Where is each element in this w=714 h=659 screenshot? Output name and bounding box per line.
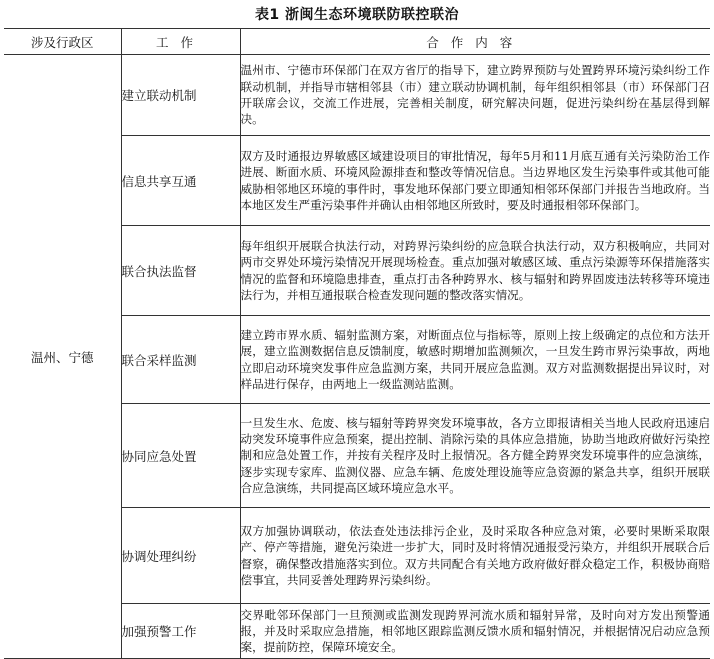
content-cell: 双方及时通报边界敏感区域建设项目的审批情况，每年5月和11月底互通有关污染防治工作进展、断面水质、环境风险源排查和整改等情况信息。当边界地区发生污染事件或其他可能威胁相邻地区环境的事件时，事发地环保部门要立即通知相邻环保部门并报告当地政府。当本地区发生严重污染事件并确认由相邻地区所致时，要及时通报相邻环保部门。: [240, 136, 710, 226]
work-cell: 信息共享互通: [121, 136, 240, 226]
work-cell: 协调处理纠纷: [121, 508, 240, 604]
header-content: 合作内容: [240, 29, 710, 55]
content-cell: 交界毗邻环保部门一旦预测或监测发现跨界河流水质和辐射异常，及时向对方发出预警通报，并及时采取应急措施，相邻地区跟踪监测反馈水质和辐射情况，并根据情况启动应急预案，提前防控，保障环境安全。: [240, 604, 710, 659]
header-region: 涉及行政区: [4, 29, 121, 55]
header-row: [4, 29, 710, 55]
work-cell: 协同应急处置: [121, 404, 240, 508]
work-cell: 联合执法监督: [121, 226, 240, 316]
content-cell: 建立跨市界水质、辐射监测方案，对断面点位与指标等，原则上按上级确定的点位和方法开展，建立监测数据信息反馈制度，敏感时期增加监测频次，一旦发生跨市界污染事故，两地立即启动环境突发事件应急监测方案，共同开展应急监测。双方对监测数据提出异议时，对样品进行保存，由两地上一级监测站监测。: [240, 316, 710, 404]
work-cell: 联合采样监测: [121, 316, 240, 404]
content-cell: 双方加强协调联动，依法查处违法排污企业，及时采取各种应急对策，必要时果断采取限产、停产等措施，避免污染进一步扩大，同时及时将情况通报受污染方，并组织开展联合后督察，确保整改措施落实到位。双方共同配合有关地方政府做好群众稳定工作，积极协商赔偿事宜，共同妥善处理跨界污染纠纷。: [240, 508, 710, 604]
table-row: [4, 55, 710, 136]
content-cell: 一旦发生水、危废、核与辐射等跨界突发环境事故，各方立即报请相关当地人民政府迅速启动突发环境事件应急预案，提出控制、消除污染的具体应急措施，协助当地政府做好污染控制和应急处置工作，并按有关程序及时上报情况。各方健全跨界突发环境事件的应急演练，逐步实现专家库、监测仪器、应急车辆、危废处理设施等应急资源的紧急共享，组织开展联合应急演练，共同提高区域环境应急水平。: [240, 404, 710, 508]
content-cell: 温州市、宁德市环保部门在双方省厅的指导下，建立跨界预防与处置跨界环境污染纠纷工作联动机制，并指导市辖相邻县（市）建立联动协调机制，每年组织相邻县（市）环保部门召开联席会议，交流工作进展，完善相关制度，研究解决问题，促进污染纠纷在基层得到解决。: [240, 55, 710, 136]
work-cell: 建立联动机制: [121, 55, 240, 136]
region-cell: 温州、宁德: [4, 55, 121, 659]
content-cell: 每年组织开展联合执法行动，对跨界污染纠纷的应急联合执法行动，双方积极响应，共同对两市交界处环境污染情况开展现场检查。重点加强对敏感区域、重点污染源等环保措施落实情况的监督和环境隐患排查，重点打击各种跨界水、核与辐射和跨界固废违法转移等环境违法行为，并相互通报联合检查发现问题的整改落实情况。: [240, 226, 710, 316]
work-cell: 加强预警工作: [121, 604, 240, 659]
cooperation-table: [4, 28, 710, 659]
table-caption: 表1 浙闽生态环境联防联控联治: [254, 7, 460, 23]
header-work: 工作: [121, 29, 240, 55]
